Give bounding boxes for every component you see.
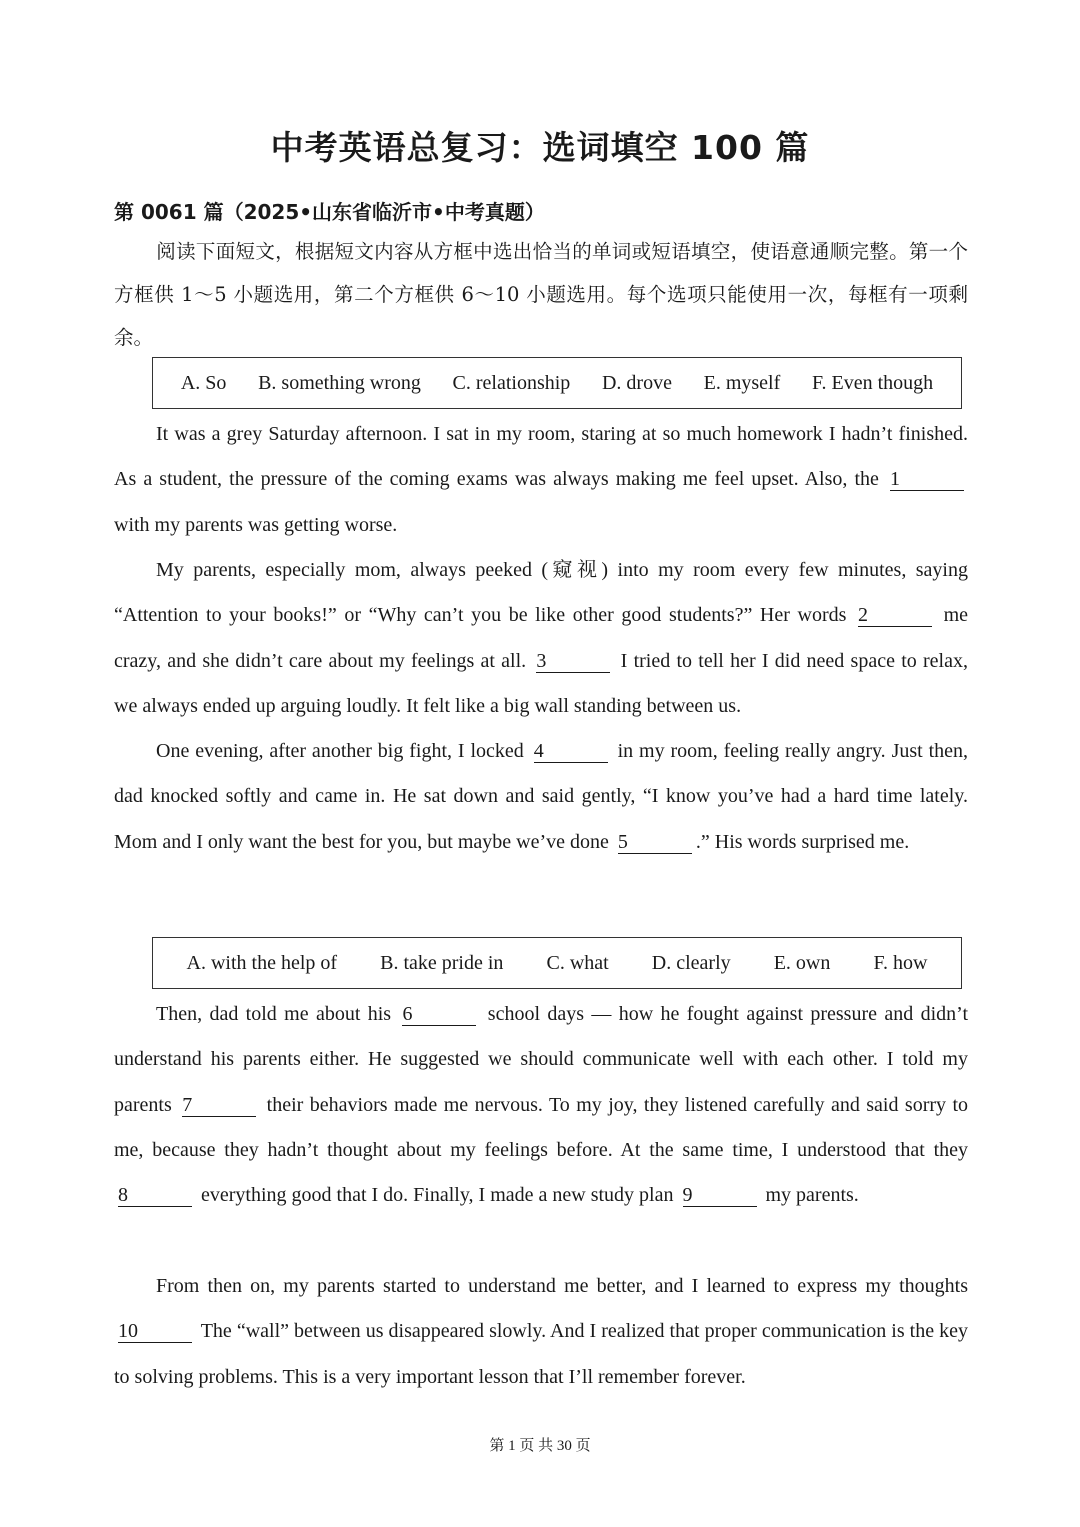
paragraph-text: with my parents was getting worse. (114, 513, 398, 536)
blank-2: 2 (858, 604, 932, 627)
paragraph-4 (114, 992, 968, 1218)
paragraph-text: school days — how he fought against pressure and didn’t understand his parents either. He suggested we should communicate well with each other. I told my parents (114, 1003, 968, 1116)
paragraph-text: It was a grey Saturday afternoon. I sat in my room, staring at so much homework I hadn’t finished. As a student, the pressure of the coming exams was always making me feel upset. Also, the (114, 423, 968, 491)
option-box2-d: D. clearly (651, 951, 731, 974)
paragraph-text: my parents. (765, 1184, 859, 1207)
paragraph-1 (114, 412, 968, 548)
page-footer: 第 1 页 共 30 页 (489, 1438, 591, 1454)
paragraph-text: me crazy, and she didn’t care about my feelings at all. (114, 604, 969, 672)
option-box-2 (152, 937, 962, 989)
blank-1: 1 (890, 468, 964, 491)
option-box2-b: B. take pride in (380, 951, 504, 974)
blank-9: 9 (683, 1184, 757, 1207)
passage-heading: 第 0061 篇（2025•山东省临沂市•中考真题） (114, 200, 545, 224)
option-box1-d: D. drove (601, 371, 672, 394)
document-title: 中考英语总复习：选词填空 100 篇 (270, 128, 810, 167)
blank-8: 8 (118, 1184, 192, 1207)
paragraph-text: .” His words surprised me. (695, 830, 910, 853)
paragraph-text: their behaviors made me nervous. To my joy, they listened carefully and said sorry to me, because they hadn’t thought about my feelings before. At the same time, I understood that they (114, 1093, 969, 1161)
blank-3: 3 (536, 650, 610, 673)
option-box1-c: C. relationship (452, 371, 571, 394)
paragraph-text: The “wall” between us disappeared slowly. And I realized that proper communication is the key to solving problems. This is a very important lesson that I’ll remember forever. (114, 1320, 969, 1388)
paragraph-text: in my room, feeling really angry. Just then, dad knocked softly and came in. He sat down and said gently, “I know you’ve had a hard time lately. Mom and I only want the best for you, but maybe we’ve done (114, 740, 969, 853)
paragraph-5 (114, 1264, 968, 1400)
option-box2-c: C. what (546, 951, 609, 974)
option-box2-a: A. with the help of (186, 951, 338, 974)
paragraph-text: One evening, after another big fight, I locked (156, 740, 524, 762)
option-box2-f: F. how (873, 951, 928, 974)
option-box1-a: A. So (180, 371, 227, 394)
blank-5: 5 (618, 831, 692, 854)
paragraph-2 (114, 548, 968, 729)
option-box2-e: E. own (773, 951, 831, 974)
instructions (114, 230, 968, 359)
paragraph-text: everything good that I do. Finally, I made a new study plan (201, 1184, 674, 1207)
paragraph-text: Then, dad told me about his (156, 1003, 392, 1025)
instructions-text: 阅读下面短文，根据短文内容从方框中选出恰当的单词或短语填空，使语意通顺完整。第一个方框供 1～5 小题选用，第二个方框供 6～10 小题选用。每个选项只能使用一次，每框有一项剩余。 (114, 240, 968, 349)
option-box1-b: B. something wrong (258, 371, 421, 394)
blank-4: 4 (534, 740, 608, 763)
option-box1-f: F. Even though (811, 371, 934, 394)
paragraph-text: I tried to tell her I did need space to relax, we always ended up arguing loudly. It felt like a big wall standing between us. (114, 649, 968, 717)
option-box1-e: E. myself (703, 371, 781, 394)
paragraph-text: My parents, especially mom, always peeked (窥视) into my room every few minutes, saying “Attention to your books!” or “Why can’t you be like other good students?” Her words (114, 559, 968, 627)
option-box-1 (152, 357, 962, 409)
blank-6: 6 (402, 1003, 476, 1026)
blank-10: 10 (118, 1320, 192, 1343)
paragraph-3 (114, 729, 968, 865)
paragraph-text: From then on, my parents started to understand me better, and I learned to express my thoughts (156, 1275, 968, 1297)
blank-7: 7 (182, 1094, 256, 1117)
